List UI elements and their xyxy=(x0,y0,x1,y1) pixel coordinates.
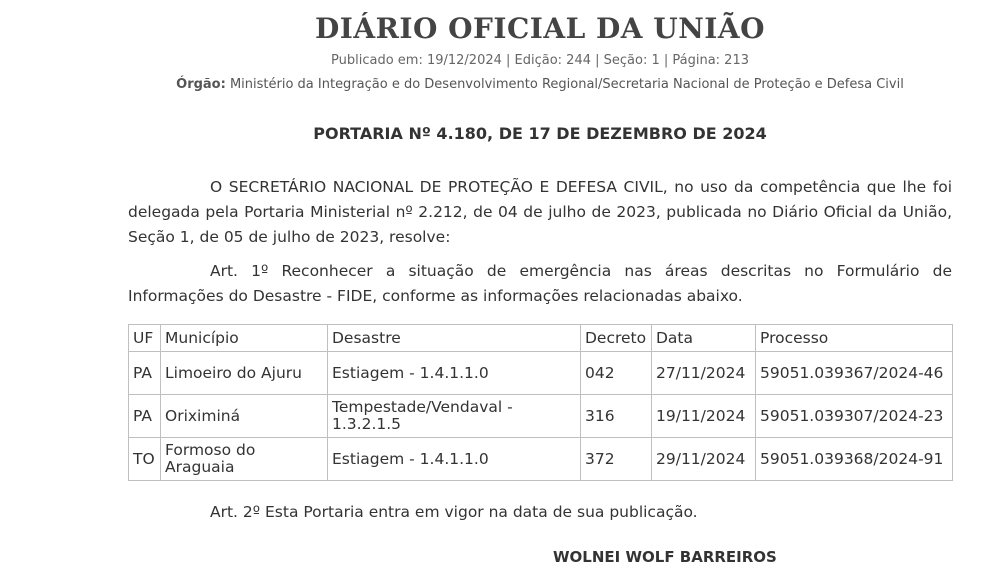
cell-uf: TO xyxy=(129,438,161,481)
table-row xyxy=(129,395,953,438)
cell-data: 19/11/2024 xyxy=(652,395,756,438)
masthead: DIÁRIO OFICIAL DA UNIÃO xyxy=(315,12,765,45)
portaria-title: PORTARIA Nº 4.180, DE 17 DE DEZEMBRO DE 2024 xyxy=(313,124,767,143)
cell-desastre: Estiagem - 1.4.1.1.0 xyxy=(328,438,581,481)
cell-decreto: 316 xyxy=(581,395,652,438)
table-header-row xyxy=(129,325,953,352)
cell-municipio: Limoeiro do Ajuru xyxy=(161,352,328,395)
cell-desastre: Tempestade/Vendaval - 1.3.2.1.5 xyxy=(328,395,581,438)
cell-decreto: 372 xyxy=(581,438,652,481)
header-data: Data xyxy=(652,325,756,352)
cell-processo: 59051.039368/2024-91 xyxy=(756,438,953,481)
cell-data: 27/11/2024 xyxy=(652,352,756,395)
cell-municipio: Formoso do Araguaia xyxy=(161,438,328,481)
cell-desastre: Estiagem - 1.4.1.1.0 xyxy=(328,352,581,395)
table-row xyxy=(129,438,953,481)
header-municipio: Município xyxy=(161,325,328,352)
header-decreto: Decreto xyxy=(581,325,652,352)
preamble-paragraph: O SECRETÁRIO NACIONAL DE PROTEÇÃO E DEFESA CIVIL, no uso da competência que lhe foi delegada pela Portaria Ministerial nº 2.212, de 04 de julho de 2023, publicada no Diário Oficial da União, Seção 1, de 05 de julho de 2023, resolve: xyxy=(128,178,952,246)
cell-processo: 59051.039367/2024-46 xyxy=(756,352,953,395)
article-2-paragraph: Art. 2º Esta Portaria entra em vigor na data de sua publicação. xyxy=(210,503,698,521)
cell-municipio: Oriximiná xyxy=(161,395,328,438)
cell-uf: PA xyxy=(129,395,161,438)
orgao-line xyxy=(0,77,1000,92)
publication-info: Publicado em: 19/12/2024 | Edição: 244 | Seção: 1 | Página: 213 xyxy=(331,53,749,68)
cell-processo: 59051.039307/2024-23 xyxy=(756,395,953,438)
table-row xyxy=(129,352,953,395)
cell-decreto: 042 xyxy=(581,352,652,395)
disaster-table xyxy=(128,324,953,481)
cell-data: 29/11/2024 xyxy=(652,438,756,481)
orgao-label: Órgão: xyxy=(176,77,226,92)
cell-uf: PA xyxy=(129,352,161,395)
signatory-name: WOLNEI WOLF BARREIROS xyxy=(553,548,777,566)
header-uf: UF xyxy=(129,325,161,352)
article-1-paragraph: Art. 1º Reconhecer a situação de emergência nas áreas descritas no Formulário de Informações do Desastre - FIDE, conforme as informações relacionadas abaixo. xyxy=(128,262,952,305)
orgao-value: Ministério da Integração e do Desenvolvimento Regional/Secretaria Nacional de Proteção e Defesa Civil xyxy=(229,77,904,92)
header-processo: Processo xyxy=(756,325,953,352)
header-desastre: Desastre xyxy=(328,325,581,352)
